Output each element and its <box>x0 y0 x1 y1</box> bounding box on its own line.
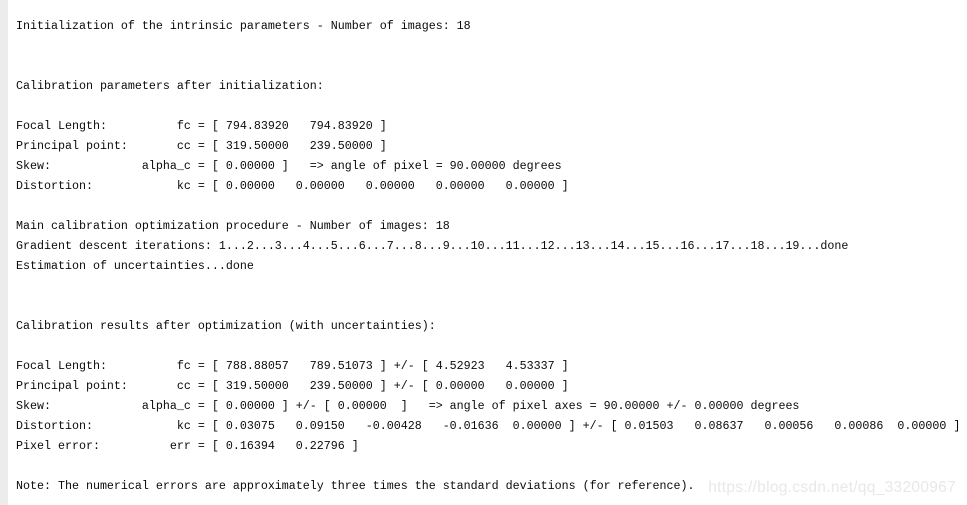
console-line-blank <box>16 456 966 476</box>
console-line-result-distortion: Distortion: kc = [ 0.03075 0.09150 -0.00428 -0.01636 0.00000 ] +/- [ 0.01503 0.08637 0.00056 0.00086 0.00000 ] <box>16 419 961 433</box>
console-line-blank <box>16 336 966 356</box>
console-line-main-optimization-header: Main calibration optimization procedure - Number of images: 18 <box>16 219 450 233</box>
console-line-init-header: Initialization of the intrinsic parameters - Number of images: 18 <box>16 19 471 33</box>
console-line-blank <box>16 36 966 56</box>
console-line-result-principal-point: Principal point: cc = [ 319.50000 239.50000 ] +/- [ 0.00000 0.00000 ] <box>16 379 569 393</box>
console-line-init-focal-length: Focal Length: fc = [ 794.83920 794.83920 ] <box>16 119 387 133</box>
console-line-blank <box>16 276 966 296</box>
window-left-edge <box>0 0 8 505</box>
console-line-result-focal-length: Focal Length: fc = [ 788.88057 789.51073 ] +/- [ 4.52923 4.53337 ] <box>16 359 569 373</box>
console-line-init-params-header: Calibration parameters after initialization: <box>16 79 324 93</box>
console-line-init-principal-point: Principal point: cc = [ 319.50000 239.50000 ] <box>16 139 387 153</box>
console-line-blank <box>16 196 966 216</box>
console-line-init-distortion: Distortion: kc = [ 0.00000 0.00000 0.00000 0.00000 0.00000 ] <box>16 179 569 193</box>
console-line-result-pixel-error: Pixel error: err = [ 0.16394 0.22796 ] <box>16 439 359 453</box>
csdn-watermark: https://blog.csdn.net/qq_33200967 <box>708 479 956 496</box>
console-line-init-skew: Skew: alpha_c = [ 0.00000 ] => angle of pixel = 90.00000 degrees <box>16 159 562 173</box>
console-line-result-skew: Skew: alpha_c = [ 0.00000 ] +/- [ 0.00000 ] => angle of pixel axes = 90.00000 +/- 0.00000 degrees <box>16 399 800 413</box>
console-line-gradient-iterations: Gradient descent iterations: 1...2...3...4...5...6...7...8...9...10...11...12...13...14...15...16...17...18...19...done <box>16 239 849 253</box>
console-line-blank <box>16 296 966 316</box>
console-line-note: Note: The numerical errors are approximately three times the standard deviations (for reference). <box>16 479 695 493</box>
console-line-blank <box>16 56 966 76</box>
console-line-uncertainty-estimation: Estimation of uncertainties...done <box>16 259 254 273</box>
console-line-results-header: Calibration results after optimization (with uncertainties): <box>16 319 436 333</box>
console-output <box>16 16 966 496</box>
console-line-blank <box>16 96 966 116</box>
